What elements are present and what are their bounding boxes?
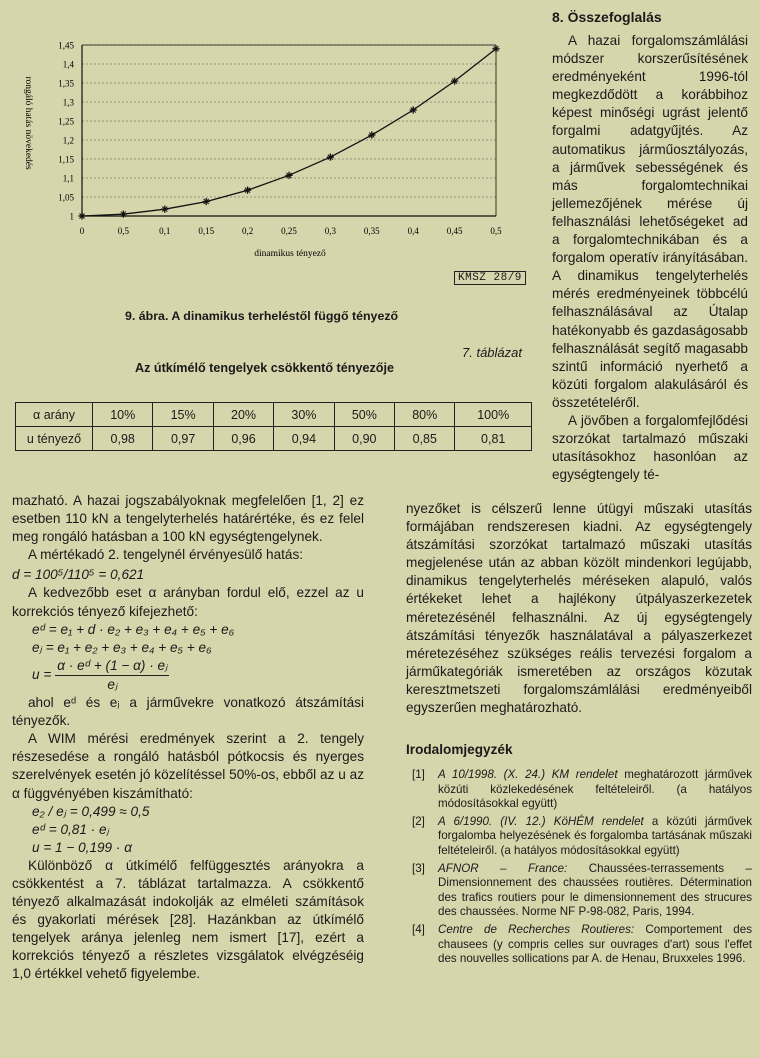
table-cell: 15%	[153, 403, 213, 427]
table-cell: 0,98	[93, 427, 153, 451]
table-row	[16, 427, 532, 451]
figure-caption: 9. ábra. A dinamikus terheléstől függő tényező	[125, 309, 399, 323]
reference-list	[412, 768, 752, 970]
equation-ed: eᵈ = e₁ + d · e₂ + e₃ + e₄ + e₅ + e₆	[32, 621, 235, 637]
table-cell: 30%	[274, 403, 334, 427]
data-point	[327, 154, 334, 161]
data-point	[78, 212, 85, 219]
x-tick-label: 0,25	[281, 226, 297, 236]
right-column	[552, 32, 748, 484]
y-tick-label: 1,35	[58, 78, 74, 89]
table-cell: 0,81	[455, 427, 532, 451]
equation-ed2: eᵈ = 0,81 · eⱼ	[32, 821, 109, 837]
y-tick-label: 1,05	[58, 192, 74, 203]
fraction-numerator: α · eᵈ + (1 − α) · eⱼ	[55, 657, 169, 676]
x-tick-label: 0	[79, 226, 85, 236]
data-point	[451, 78, 458, 85]
y-tick-label: 1,4	[62, 59, 74, 70]
equation-u-lhs: u =	[32, 667, 52, 683]
paragraph: ahol eᵈ és eⱼ a járművekre vonatkozó átszámítási tényezők.	[12, 695, 364, 729]
y-tick-label: 1,15	[58, 154, 74, 165]
y-tick-label: 1,3	[62, 97, 74, 108]
data-point	[203, 198, 210, 205]
y-tick-label: 1	[69, 211, 74, 222]
y-tick-label: 1,45	[58, 40, 74, 51]
table-cell: 100%	[455, 403, 532, 427]
reference-text: AFNOR – France: Chaussées-terrassements – Dimensionnement des chaussées routières. Détermination des trafics routiers pour le dimensionnement des strucures des chaussées. Norme NF P-98-082, Paris, 1994.	[438, 861, 752, 919]
table-cell: 0,85	[395, 427, 455, 451]
fraction-denominator: eⱼ	[107, 676, 118, 692]
paragraph: Különböző α útkímélő felfüggesztés arányokra a csökkentést a 7. táblázat tartalmazza. A csökkentő tényező alkalmazását indokolják az elméleti számítások és gyakorlati mérések [28]. Hazánkban az útkímélő tengelyek aránya jelenleg nem ismert [17], ezért a korrekciós tényező a részletes vizsgálatok elvégzéséig 1,0 értékkel vehető figyelembe.	[12, 857, 364, 982]
y-axis-label: rongáló hatás növekedés	[23, 76, 33, 170]
reference-item	[412, 862, 752, 920]
paragraph: A WIM mérési eredmények szerint a 2. tengely részesedése a rongáló hatásból pótkocsis és nyerges szerelvények esetén jó közelítéssel 50%-os, ebből az u az α függvényében kiszámítható:	[12, 731, 364, 801]
paragraph: A mértékadó 2. tengelynél érvényesülő hatás:	[28, 547, 304, 563]
paragraph: nyezőket is célszerű lenne útügyi műszaki utasítás formájában rendszeresen kiadni. Az egységtengely átszámítási szorzókat tartalmazó műszaki utasítás megjelenése után az abban közölt mindenkori legújabb, dinamikus tengelyterhelés méréseken alapuló, valós értékeket lehet a hajlékony útpályaszerkezetek méretezésénél felhasználni. Az új egységtengely átszámítási tényezők használatával a pályaszerkezet méretezéséhez szükséges reális tervezési forgalom a járműkategóriák ismeretében az országos közutak keresztmetszeti forgalomszámlálási eredményeiből egyszerűen meghatározható.	[406, 501, 752, 716]
series-line	[82, 49, 496, 216]
reference-number: [3]	[412, 861, 425, 875]
x-axis-label: dinamikus tényező	[254, 249, 326, 259]
left-column	[12, 492, 364, 984]
equation-ej: eⱼ = e₁ + e₂ + e₃ + e₄ + e₅ + e₆	[32, 639, 212, 655]
x-tick-label: 0,45	[446, 226, 463, 236]
reference-item	[412, 923, 752, 967]
table-cell: α arány	[16, 403, 93, 427]
table-cell: 0,96	[213, 427, 273, 451]
table-cell: 80%	[395, 403, 455, 427]
y-tick-label: 1,25	[58, 116, 74, 127]
reference-number: [2]	[412, 814, 425, 828]
paragraph: mazható. A hazai jogszabályoknak megfelelően [1, 2] ez esetben 110 kN a tengelyterhelés határértéke, és ez felel meg rongáló hatásban a 100 kN egységtengelynek.	[12, 493, 364, 545]
x-tick-label: 0,15	[198, 226, 215, 236]
data-point	[410, 106, 417, 113]
reduction-factor-table	[15, 402, 532, 451]
fraction	[55, 657, 169, 694]
y-tick-label: 1,2	[62, 135, 74, 146]
equation-u2: u = 1 − 0,199 · α	[32, 839, 132, 855]
reference-text: A 6/1990. (IV. 12.) KöHÉM rendelet a közúti járművek forgalomba helyezésének és forgalomba tartásának műszaki feltételeiről. (a hatályos módosításokkal együtt)	[438, 814, 752, 857]
reference-text: A 10/1998. (X. 24.) KM rendelet meghatározott járművek közúti közlekedésének feltételeiről. (a hatályos módosításokkal együtt)	[438, 768, 752, 811]
right-column-wide	[406, 500, 752, 717]
table-cell: 50%	[334, 403, 394, 427]
reference-item	[412, 815, 752, 859]
section-heading: 8. Összefoglalás	[552, 9, 662, 25]
data-point	[244, 187, 251, 194]
table-cell: 0,97	[153, 427, 213, 451]
paragraph: A kedvezőbb eset α arányban fordul elő, ezzel az u korrekciós tényező kifejezhető:	[12, 585, 364, 619]
table-cell: 0,94	[274, 427, 334, 451]
table-cell: 0,90	[334, 427, 394, 451]
x-tick-label: 0,3	[324, 226, 337, 236]
reference-item	[412, 768, 752, 812]
x-tick-label: 0,4	[407, 226, 419, 236]
x-tick-label: 0,2	[241, 226, 254, 236]
dynamic-load-chart	[0, 0, 545, 268]
figure-stamp: KMSZ 28/9	[454, 271, 526, 285]
table-row	[16, 403, 532, 427]
y-tick-label: 1,1	[62, 173, 74, 184]
paragraph: A jövőben a forgalomfejlődési szorzókat tartalmazó műszaki utasításokhoz hasonlóan az egységtengely té-	[552, 412, 748, 483]
data-point	[368, 131, 375, 138]
x-tick-label: 0,1	[159, 226, 171, 236]
paragraph: A hazai forgalomszámlálási módszer korszerűsítésének eredményeként 1996-tól megkezdődött a korábbihoz képest minőségi ugrást jelentő forgalmi adatgyűjtés. Az automatikus járműosztályozás, a járművek sebességének és más forgalomtechnikai jellemezőjének mérése új felhasználási lehetőségeket ad a forgalomtechnikában és a forgalom operatív irányításában. A dinamikus tengelyterhelés mérés eredményeinek többcélú felhasználásával az Útalap hatékonyabb és gazdaságosabb felhasználását segítő magasabb szintű információ nyerhető a közúti forgalom alakulásáról és összetételéről.	[552, 33, 748, 410]
table-cell: 10%	[93, 403, 153, 427]
equation-ratio: e₂ / eⱼ = 0,499 ≈ 0,5	[32, 803, 150, 819]
data-point	[120, 211, 127, 218]
reference-text: Centre de Recherches Routieres: Comportement des chausees (y compris celles sur ouvrages d'art) sous l'effet des nouvelles sollications par A. de Henau, Bruxxeles 1996.	[438, 922, 752, 966]
x-tick-label: 0,35	[363, 226, 380, 236]
references-heading: Irodalomjegyzék	[406, 742, 513, 757]
data-point	[161, 206, 168, 213]
equation-u	[32, 657, 364, 694]
table-title: Az útkímélő tengelyek csökkentő tényezője	[135, 361, 394, 375]
table-label: 7. táblázat	[462, 345, 522, 360]
table-cell: u tényező	[16, 427, 93, 451]
reference-number: [1]	[412, 768, 425, 781]
x-tick-label: 0,5	[117, 226, 130, 236]
equation-d: d = 100⁵/110⁵ = 0,621	[12, 567, 145, 583]
reference-number: [4]	[412, 922, 425, 936]
x-tick-label: 0,5	[490, 226, 502, 236]
table-cell: 20%	[213, 403, 273, 427]
